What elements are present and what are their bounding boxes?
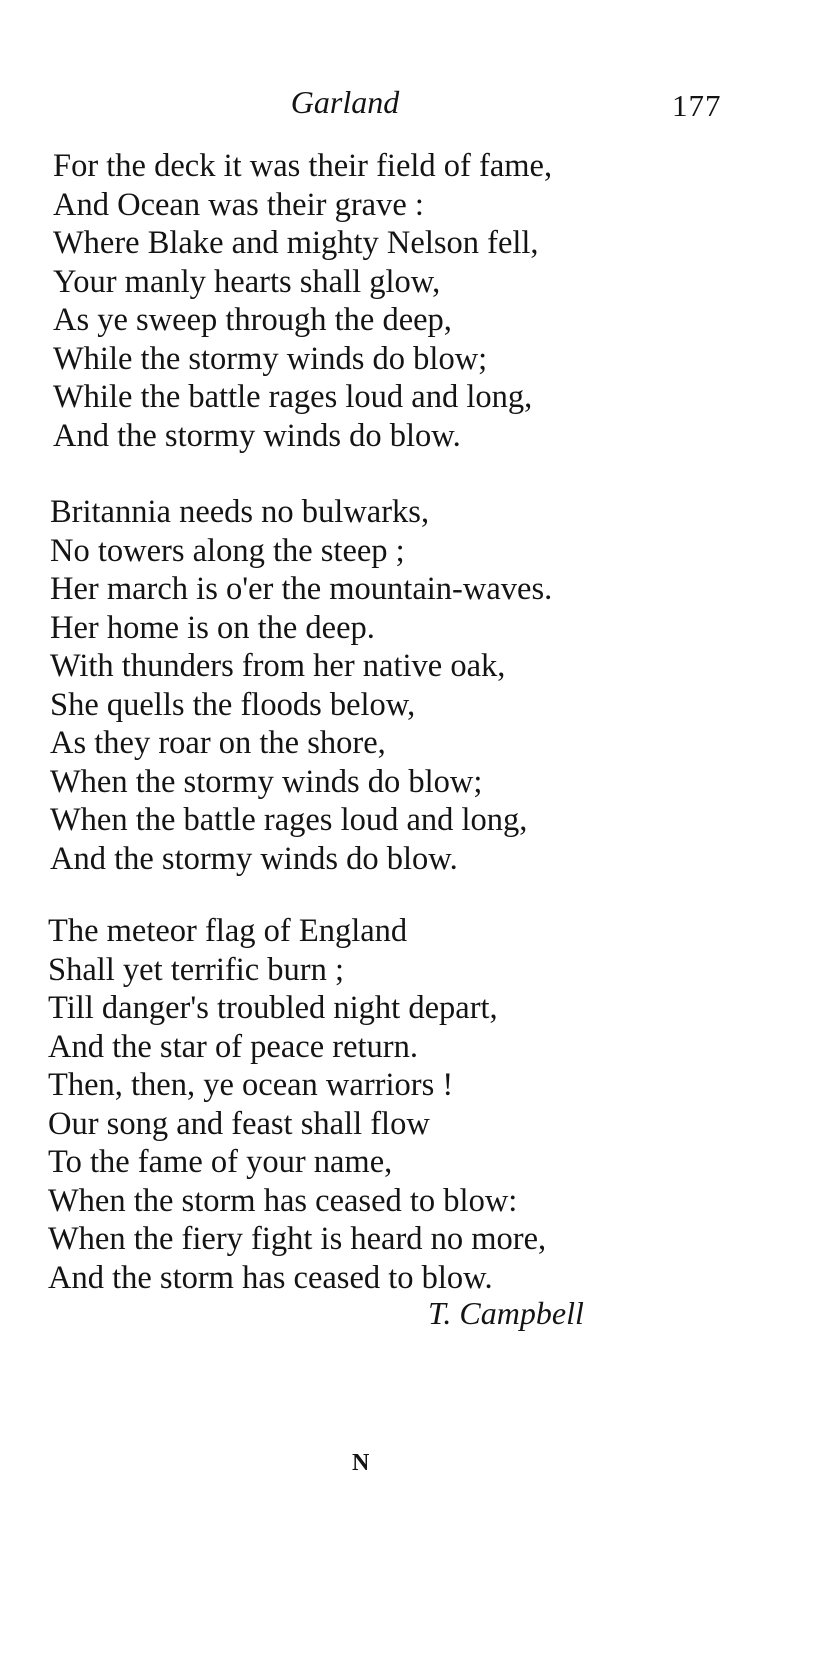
poem-attribution: T. Campbell [428, 1295, 584, 1331]
poem-line: And the stormy winds do blow. [53, 417, 461, 454]
poem-line: Her home is on the deep. [50, 609, 375, 646]
poem-line: When the battle rages loud and long, [50, 802, 528, 838]
poem-line: And the storm has ceased to blow. [48, 1259, 493, 1296]
poem-line: And the stormy winds do blow. [50, 840, 458, 877]
poem-line: Where Blake and mighty Nelson fell, [53, 225, 539, 261]
poem-line: And the star of peace return. [48, 1028, 418, 1065]
poem-line: To the fame of your name, [48, 1144, 393, 1180]
poem-line: Britannia needs no bulwarks, [50, 494, 430, 530]
poem-line: Your manly hearts shall glow, [53, 263, 441, 300]
poem-line: For the deck it was their field of fame, [53, 148, 553, 184]
poem-line: She quells the floods below, [50, 686, 416, 723]
poem-line: Her march is o'er the mountain-waves. [50, 571, 553, 607]
poem-line: And Ocean was their grave : [53, 186, 424, 223]
poem-line: Our song and feast shall flow [48, 1105, 430, 1142]
page-number: 177 [672, 88, 722, 123]
poem-line: The meteor flag of England [48, 913, 408, 949]
poem-line: No towers along the steep ; [50, 532, 405, 569]
poem-line: Till danger's troubled night depart, [48, 990, 498, 1026]
poem-stanza [50, 493, 552, 878]
poem-line: When the storm has ceased to blow: [48, 1182, 518, 1219]
poem-line: Shall yet terrific burn ; [48, 951, 345, 988]
poem-line: Then, then, ye ocean warriors ! [48, 1067, 454, 1103]
poem-line: When the stormy winds do blow; [50, 763, 483, 800]
poem-line: As ye sweep through the deep, [53, 302, 452, 338]
poem-stanza [48, 912, 546, 1297]
poem-line: When the fiery fight is heard no more, [48, 1221, 547, 1257]
poem-line: As they roar on the shore, [50, 725, 386, 761]
poem-line: With thunders from her native oak, [50, 648, 506, 684]
poem-line: While the battle rages loud and long, [53, 379, 533, 415]
signature-mark: N [352, 1450, 370, 1476]
poem-stanza [53, 147, 552, 455]
poem-line: While the stormy winds do blow; [53, 340, 488, 377]
running-title: Garland [290, 84, 400, 120]
